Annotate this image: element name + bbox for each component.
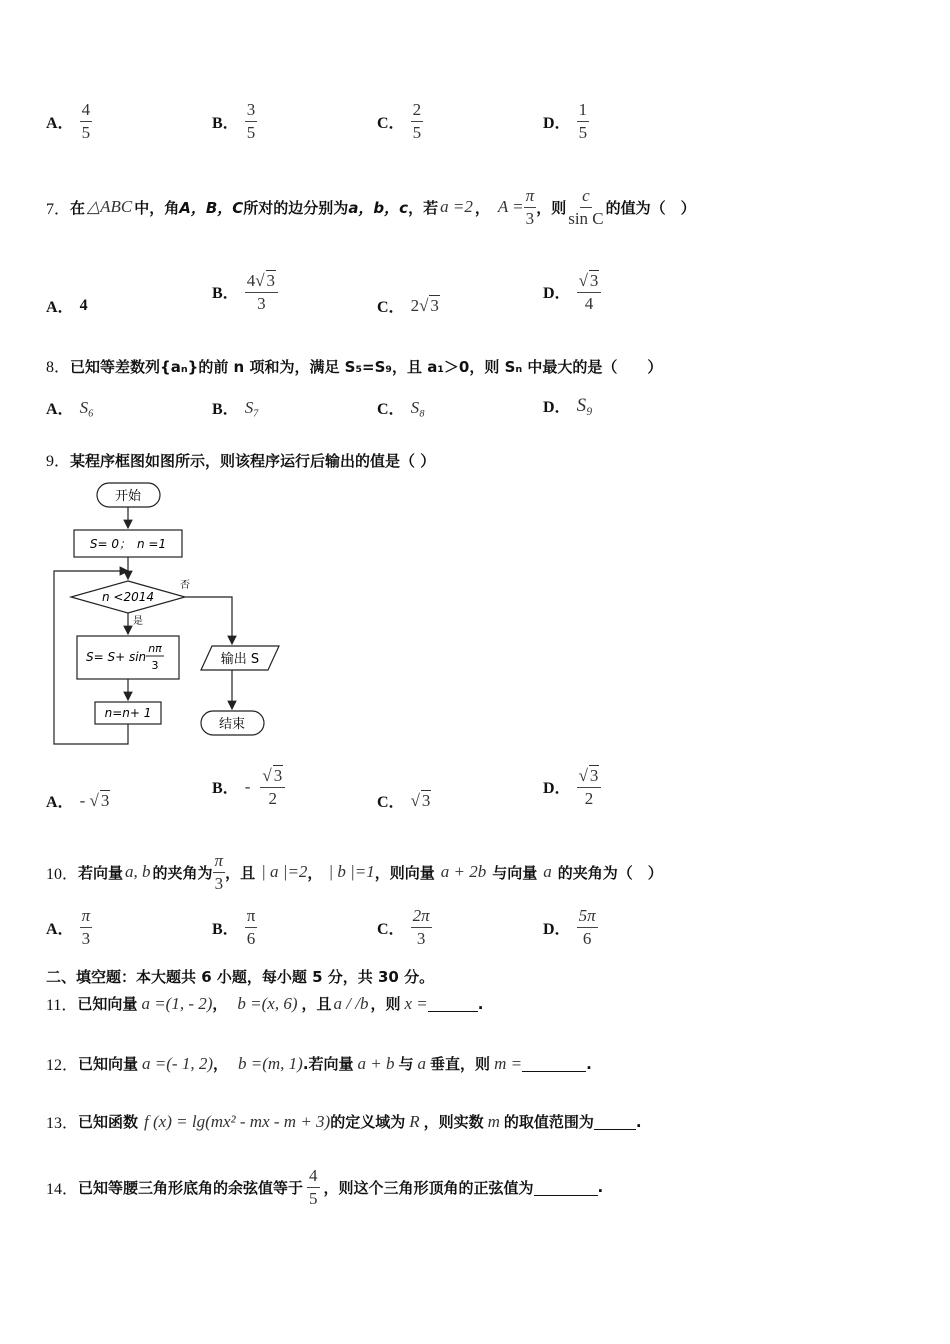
flow-yes-label: 是: [133, 616, 143, 627]
comma: ，: [474, 198, 490, 217]
option-label: B．: [212, 401, 239, 418]
q9-option-b: [212, 765, 285, 808]
fraction: $\frac{5\pi}{6}$: [578, 906, 596, 948]
vector-a: a: [417, 1053, 427, 1073]
period: .: [597, 1178, 604, 1197]
q10-option-b: [212, 906, 257, 948]
option-label: B．: [212, 780, 239, 798]
vector-a-def: a =(1, - 2): [141, 993, 213, 1013]
side-names: a，b，c: [348, 198, 409, 217]
q7-option-c: [377, 294, 440, 317]
option-label: C．: [377, 401, 405, 418]
q10-option-a: [46, 906, 92, 948]
option-label: A．: [46, 299, 74, 316]
q9-option-c: [377, 789, 431, 812]
q6-option-a: [46, 100, 92, 142]
option-label: B．: [212, 920, 239, 938]
question-text: .若向量: [302, 1055, 354, 1073]
question-text: 与向量: [492, 863, 538, 882]
condition-a: | a |=2: [261, 862, 308, 882]
option-label: C．: [377, 794, 405, 811]
question-text: 与: [398, 1055, 414, 1073]
question-text: 垂直，则: [430, 1055, 491, 1073]
question-text: 的夹角为（ ）: [557, 863, 663, 882]
q9-option-d: [543, 765, 601, 808]
option-label: A．: [46, 920, 74, 938]
answer-blank[interactable]: [594, 1113, 636, 1130]
question-text: 在: [70, 198, 86, 217]
vector-a-def: a =(- 1, 2): [142, 1053, 213, 1073]
question-text: 的值为（ ）: [605, 198, 696, 217]
question-text: ，则: [536, 198, 567, 217]
q8-option-b: [212, 396, 259, 419]
fraction: $\frac{\pi}{6}$: [246, 906, 256, 948]
angle-a-label: A =: [497, 197, 524, 217]
question-number: 10．: [46, 865, 79, 883]
q7-option-a: [46, 294, 88, 317]
flow-init-label: S= 0； n =1: [89, 537, 167, 551]
fraction-c-sinc: $\frac{c}{\text{sin C}}$: [568, 186, 604, 228]
flow-body-num: nπ: [148, 642, 162, 655]
answer-blank[interactable]: [522, 1055, 586, 1072]
q8-option-c: [377, 396, 425, 419]
question-11: [46, 992, 483, 1015]
parallel-condition: a / /b: [333, 993, 369, 1013]
answer-label: m =: [494, 1053, 523, 1073]
vector-a: a: [543, 862, 552, 882]
question-text: ，且: [225, 863, 256, 882]
condition-b: | b |=1: [328, 862, 375, 882]
question-number: 8．: [46, 359, 71, 376]
option-label: B．: [212, 114, 239, 132]
comma: ，: [213, 1055, 229, 1073]
flow-start-label: 开始: [114, 489, 142, 504]
question-8: [46, 354, 662, 377]
q9-option-a: [46, 789, 110, 812]
option-label: D．: [543, 399, 571, 416]
fraction: $\frac{3}{5}$: [246, 100, 256, 142]
q6-option-c: [377, 100, 423, 142]
domain-r: R: [409, 1111, 420, 1131]
condition: a =2: [440, 197, 473, 217]
option-label: C．: [377, 114, 405, 132]
comma: ，: [212, 995, 228, 1013]
question-number: 12．: [46, 1057, 79, 1074]
answer-blank[interactable]: [534, 1179, 598, 1196]
question-text: ，则实数: [423, 1113, 484, 1131]
q10-option-d: [543, 906, 598, 948]
variable-m: m: [487, 1111, 500, 1131]
question-text: 已知向量: [78, 1055, 139, 1073]
question-text: ，若: [408, 198, 439, 217]
q7-option-b: [212, 270, 278, 313]
question-number: 14．: [46, 1180, 79, 1198]
option-value: 2√ 3: [410, 296, 439, 315]
q8-option-a: [46, 396, 94, 419]
fraction: $\frac{4}{5}$: [309, 1166, 318, 1208]
fraction: $\frac{1}{5}$: [578, 100, 588, 142]
period: .: [635, 1112, 642, 1131]
question-13: [46, 1110, 642, 1133]
question-text: 已知等差数列{aₙ}的前 n 项和为，满足 S₅=S₉，且 a₁＞0，则 Sₙ 中最大的是（ ）: [70, 358, 663, 376]
option-label: B．: [212, 285, 239, 303]
question-10: [46, 851, 663, 893]
option-label: C．: [377, 920, 405, 938]
question-number: 9．: [46, 453, 71, 470]
option-value: - √ 3: [79, 791, 110, 810]
fraction: $\frac{√ 3}{4}$: [577, 270, 602, 313]
q10-option-c: [377, 906, 432, 948]
question-text: ，且: [301, 995, 332, 1013]
fraction: $\frac{√ 3}{2}$: [260, 765, 285, 808]
answer-label: x =: [404, 993, 428, 1013]
question-text: 已知向量: [77, 995, 138, 1013]
q6-option-d: [543, 100, 589, 142]
q7-option-d: [543, 270, 601, 313]
period: .: [586, 1054, 592, 1073]
question-text: 所对的边分别为: [243, 198, 349, 217]
question-text: ，则: [370, 995, 401, 1013]
flow-condition-label: n <2014: [101, 590, 155, 604]
function-def: f (x) = lg(mx² - mx - m + 3): [144, 1111, 331, 1131]
question-text: 已知函数: [78, 1113, 139, 1131]
question-number: 7．: [46, 200, 71, 218]
option-label: D．: [543, 114, 571, 132]
option-value: √ 3: [410, 791, 431, 810]
option-value: S₇: [244, 397, 260, 417]
q6-option-b: [212, 100, 257, 142]
question-text: 已知等腰三角形底角的余弦值等于: [78, 1178, 304, 1197]
triangle-name: △ABC: [87, 197, 133, 217]
option-label: A．: [46, 114, 74, 132]
option-label: A．: [46, 401, 74, 418]
question-text: 的取值范围为: [503, 1113, 594, 1131]
option-value: S₈: [410, 397, 425, 417]
flow-increment-label: n=n+ 1: [104, 706, 152, 720]
option-label: D．: [543, 920, 571, 938]
question-text: 若向量: [78, 863, 124, 882]
fraction: $\frac{4}{5}$: [81, 100, 91, 142]
fraction: $\frac{√ 3}{2}$: [577, 765, 602, 808]
comma: ，: [307, 863, 323, 882]
flow-end-label: 结束: [218, 717, 246, 732]
flow-no-label: 否: [180, 580, 190, 591]
answer-blank[interactable]: [428, 995, 478, 1012]
flow-output-label: 输出 S: [220, 652, 260, 667]
question-text: 中，角: [134, 198, 180, 217]
option-label: D．: [543, 285, 571, 303]
fraction-pi-3: $\frac{\pi}{3}$: [525, 186, 535, 228]
question-7: [46, 186, 696, 228]
fraction: $\frac{4√ 3}{3}$: [245, 270, 278, 313]
q8-option-d: [543, 394, 593, 417]
question-number: 11．: [46, 997, 78, 1014]
vectors: a, b: [125, 862, 151, 882]
vector-sum: a + 2b: [440, 862, 487, 882]
vector-b-def: b =(m, 1): [238, 1053, 303, 1073]
option-label: A．: [46, 794, 74, 811]
flowchart: [46, 476, 296, 752]
question-12: [46, 1052, 592, 1075]
option-value: S₉: [576, 394, 593, 416]
option-value: S₆: [79, 397, 94, 417]
option-value: 4: [79, 296, 88, 314]
flow-body-label: S= S+ sin: [86, 650, 147, 664]
question-text: 的定义域为: [330, 1113, 406, 1131]
fraction: $\frac{\pi}{3}$: [81, 906, 91, 948]
question-14: [46, 1166, 603, 1208]
question-text: ，则这个三角形顶角的正弦值为: [323, 1178, 534, 1197]
question-number: 13．: [46, 1115, 79, 1132]
question-9: [46, 448, 435, 471]
vector-sum: a + b: [357, 1053, 395, 1073]
period: .: [477, 994, 484, 1013]
angle-names: A，B，C: [179, 198, 244, 217]
flow-body-den: 3: [151, 659, 159, 672]
question-text: ，则向量: [374, 863, 435, 882]
option-label: C．: [377, 299, 405, 316]
fraction: $\frac{2}{5}$: [412, 100, 422, 142]
question-text: 的夹角为: [152, 863, 213, 882]
question-text: 某程序框图如图所示，则该程序运行后输出的值是（ ）: [70, 452, 436, 470]
fraction: $\frac{2\pi}{3}$: [412, 906, 430, 948]
minus-sign: -: [244, 776, 251, 796]
section-heading: 二、填空题：本大题共 6 小题，每小题 5 分，共 30 分。: [46, 968, 435, 986]
vector-b-def: b =(x, 6): [237, 993, 298, 1013]
option-label: D．: [543, 780, 571, 798]
fraction-pi-3: $\frac{\pi}{3}$: [214, 851, 224, 893]
